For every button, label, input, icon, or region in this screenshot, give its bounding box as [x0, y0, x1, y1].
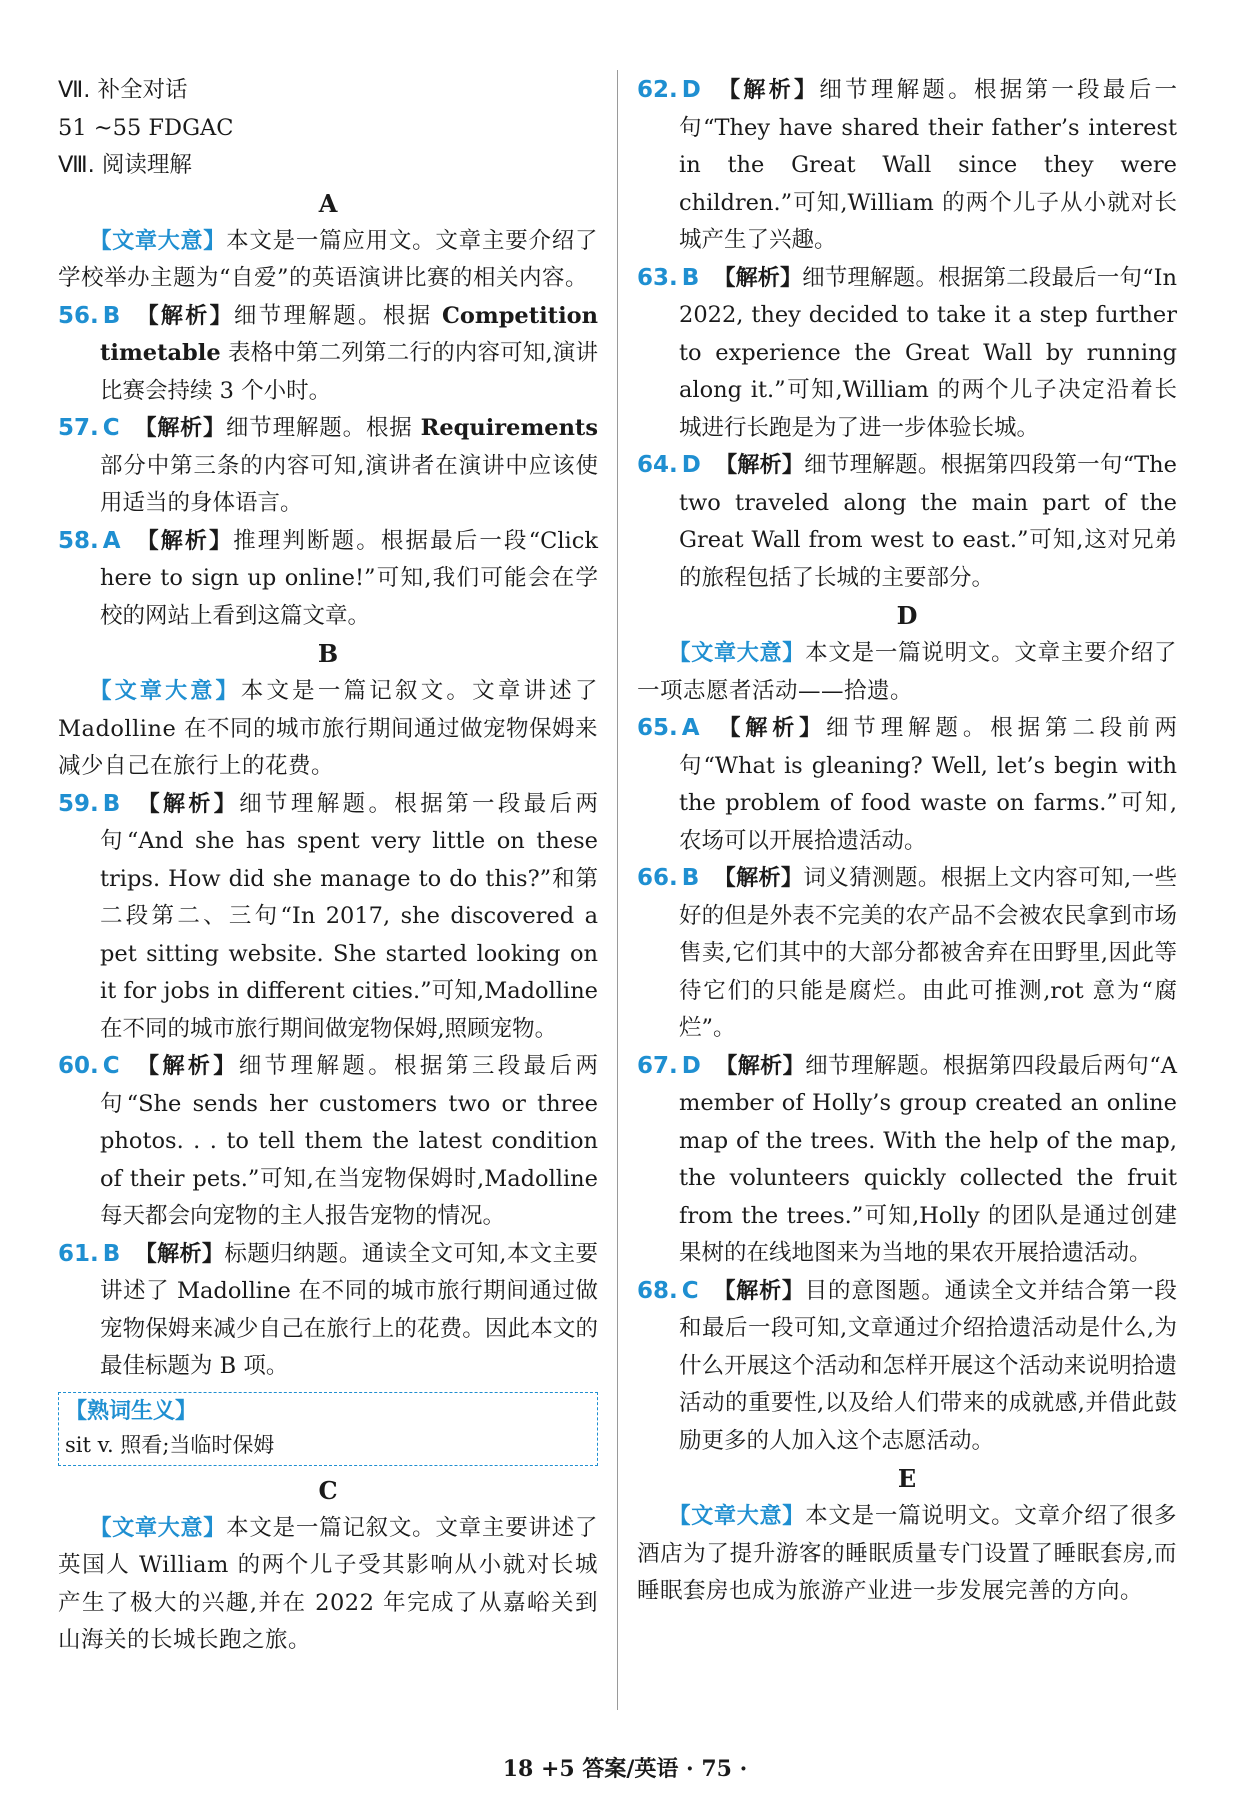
analysis-tag: 【解析】 — [712, 1278, 805, 1304]
analysis-keyword: Competition timetable — [100, 302, 598, 366]
vocab-text: sit v. 照看;当临时保姆 — [65, 1432, 275, 1457]
analysis-tag: 【解析】 — [134, 303, 234, 329]
answer-65 — [637, 710, 1177, 860]
passage-c-letter: C — [318, 1475, 338, 1505]
question-number: 60. — [58, 1053, 99, 1079]
analysis-text: 推理判断题。根据最后一段“Click here to sign up online!”可知,我们可能会在学校的网站上看到这篇文章。 — [100, 527, 598, 629]
analysis-tag: 【解析】 — [133, 1054, 239, 1079]
answer-61 — [58, 1236, 598, 1386]
question-number: 63. — [637, 264, 678, 291]
analysis-tag: 【解析】 — [713, 716, 826, 741]
answer-option: B — [681, 865, 700, 891]
analysis-tag: 【解析】 — [134, 791, 240, 817]
analysis-tag: 【解析】 — [134, 528, 234, 554]
answer-option: C — [681, 1277, 699, 1304]
analysis-tag: 【解析】 — [134, 1241, 225, 1267]
analysis-tag: 【解析】 — [714, 453, 805, 478]
question-number: 66. — [637, 865, 678, 891]
answer-62 — [637, 72, 1177, 260]
vocab-title: 【熟词生义】 — [65, 1398, 198, 1424]
analysis-text: 细节理解题。根据第四段最后两句“A member of Holly’s group created an online map of the trees. With the help of the map, the volunteers quickly collected the fruit from the trees.”可知,Holly 的团队是通过创建果树的在线地图来为当地的果农开展拾遗活动。 — [679, 1052, 1177, 1266]
answer-option: D — [681, 77, 701, 103]
analysis-text: 标题归纳题。通读全文可知,本文主要讲述了 Madolline 在不同的城市旅行期间通过做宠物保姆来减少自己在旅行上的花费。因此本文的最佳标题为 B 项。 — [100, 1240, 598, 1379]
passage-e-letter: E — [897, 1464, 917, 1493]
answer-option: B — [102, 790, 121, 817]
summary-tag: 【文章大意】 — [668, 641, 806, 666]
section-7-title: Ⅶ. 补全对话 — [58, 77, 188, 103]
page-footer: 18 +5 答案/英语 · 75 · — [502, 1756, 748, 1782]
answer-68 — [637, 1273, 1177, 1461]
answer-option: C — [102, 1053, 120, 1079]
question-number: 65. — [637, 715, 678, 741]
answer-66 — [637, 860, 1177, 1048]
analysis-keyword: Requirements — [420, 415, 598, 441]
answer-option: D — [681, 1052, 701, 1079]
analysis-text: 目的意图题。通读全文并结合第一段和最后一段可知,文章通过介绍拾遗活动是什么,为什么开展这个活动和怎样开展这个活动来说明拾遗活动的重要性,以及给人们带来的成就感,并借此鼓励更多的人加入这个志愿活动。 — [679, 1277, 1177, 1454]
passage-a-letter: A — [318, 188, 338, 218]
analysis-text: 细节理解题。根据 — [233, 302, 442, 329]
answer-56 — [58, 298, 598, 411]
analysis-tag: 【解析】 — [713, 866, 804, 891]
summary-text: 本文是一篇说明文。文章介绍了很多酒店为了提升游客的睡眠质量专门设置了睡眠套房,而睡眠套房也成为旅游产业进一步发展完善的方向。 — [637, 1503, 1177, 1604]
summary-text: 本文是一篇记叙文。文章讲述了 Madolline 在不同的城市旅行期间通过做宠物保姆来减少自己在旅行上的花费。 — [58, 678, 598, 779]
analysis-tag: 【解析】 — [714, 78, 820, 103]
answer-58 — [58, 523, 598, 636]
right-column — [637, 72, 1177, 1611]
analysis-text: 细节理解题。根据第三段最后两句“She sends her customers two or three photos. . . to tell them the latest condition of their pets.”可知,在当宠物保姆时,Madolline 每天都会向宠物的主人报告宠物的情况。 — [100, 1053, 598, 1229]
question-number: 62. — [637, 77, 678, 103]
answer-60 — [58, 1048, 598, 1236]
passage-d-summary — [637, 635, 1177, 710]
analysis-text: 细节理解题。根据第二段前两句“What is gleaning? Well, let’s begin with the problem of food waste on farms.”可知,农场可以开展拾遗活动。 — [679, 715, 1177, 854]
section-7-answers: 51 ~55 FDGAC — [58, 114, 234, 141]
left-column — [58, 72, 598, 1660]
summary-tag: 【文章大意】 — [89, 228, 227, 254]
analysis-text: 表格中第二列第二行的内容可知,演讲比赛会持续 3 个小时。 — [100, 340, 598, 404]
passage-d-letter: D — [896, 601, 918, 630]
answer-67 — [637, 1048, 1177, 1273]
answer-option: A — [681, 715, 700, 741]
answer-option: B — [102, 1240, 121, 1267]
passage-b-letter: B — [317, 639, 339, 668]
section-8-title: Ⅷ. 阅读理解 — [58, 152, 192, 178]
analysis-text: 部分中第三条的内容可知,演讲者在演讲中应该使用适当的身体语言。 — [100, 452, 598, 516]
answer-option: B — [102, 302, 121, 329]
summary-text: 本文是一篇记叙文。文章主要讲述了英国人 William 的两个儿子受其影响从小就对长城产生了极大的兴趣,并在 2022 年完成了从嘉峪关到山海关的长城长跑之旅。 — [58, 1514, 598, 1653]
question-number: 58. — [58, 527, 99, 554]
question-number: 59. — [58, 790, 99, 817]
question-number: 67. — [637, 1052, 678, 1079]
answer-option: B — [681, 264, 700, 291]
answer-option: C — [102, 415, 120, 441]
passage-e-summary — [637, 1498, 1177, 1611]
answer-64 — [637, 447, 1177, 597]
question-number: 56. — [58, 302, 99, 329]
summary-text: 本文是一篇应用文。文章主要介绍了学校举办主题为“自爱”的英语演讲比赛的相关内容。 — [58, 227, 598, 291]
analysis-text: 细节理解题。根据 — [225, 415, 421, 441]
answer-59 — [58, 786, 598, 1049]
analysis-text: 细节理解题。根据第一段最后一句“They have shared their father’s interest in the Great Wall since they were children.”可知,William 的两个儿子从小就对长城产生了兴趣。 — [679, 77, 1177, 253]
summary-text: 本文是一篇说明文。文章主要介绍了一项志愿者活动——拾遗。 — [637, 640, 1177, 704]
analysis-text: 细节理解题。根据第二段最后一句“In 2022, they decided to take it a step further to experience the Great Wall by running along it.”可知,William 的两个儿子决定沿着长城进行长跑是为了进一步体验长城。 — [679, 264, 1177, 441]
summary-tag: 【文章大意】 — [89, 679, 241, 704]
analysis-tag: 【解析】 — [713, 265, 803, 291]
column-divider — [617, 70, 618, 1710]
passage-b-summary — [58, 673, 598, 786]
analysis-text: 细节理解题。根据第四段第一句“The two traveled along the main part of the Great Wall from west to east.”可知,这对兄弟的旅程包括了长城的主要部分。 — [679, 452, 1177, 591]
answer-57 — [58, 410, 598, 523]
summary-tag: 【文章大意】 — [89, 1515, 227, 1541]
passage-a-summary — [58, 223, 598, 298]
vocab-box — [58, 1392, 598, 1466]
analysis-tag: 【解析】 — [133, 416, 226, 441]
question-number: 68. — [637, 1277, 678, 1304]
question-number: 57. — [58, 415, 99, 441]
answer-option: A — [102, 527, 121, 554]
answer-63 — [637, 260, 1177, 448]
analysis-text: 词义猜测题。根据上文内容可知,一些好的但是外表不完美的农产品不会被农民拿到市场售卖,它们其中的大部分都被舍弃在田野里,因此等待它们的只能是腐烂。由此可推测,rot 意为“腐烂”。 — [679, 865, 1177, 1041]
analysis-tag: 【解析】 — [714, 1053, 806, 1079]
question-number: 64. — [637, 452, 678, 478]
question-number: 61. — [58, 1240, 99, 1267]
analysis-text: 细节理解题。根据第一段最后两句“And she has spent very little on these trips. How did she manage to do this?”和第二段第二、三句“In 2017, she discovered a pet sitting website. She started looking on it for jobs in different cities.”可知,Madolline 在不同的城市旅行期间做宠物保姆,照顾宠物。 — [100, 790, 598, 1042]
summary-tag: 【文章大意】 — [668, 1504, 806, 1529]
passage-c-summary — [58, 1510, 598, 1660]
answer-option: D — [681, 452, 701, 478]
